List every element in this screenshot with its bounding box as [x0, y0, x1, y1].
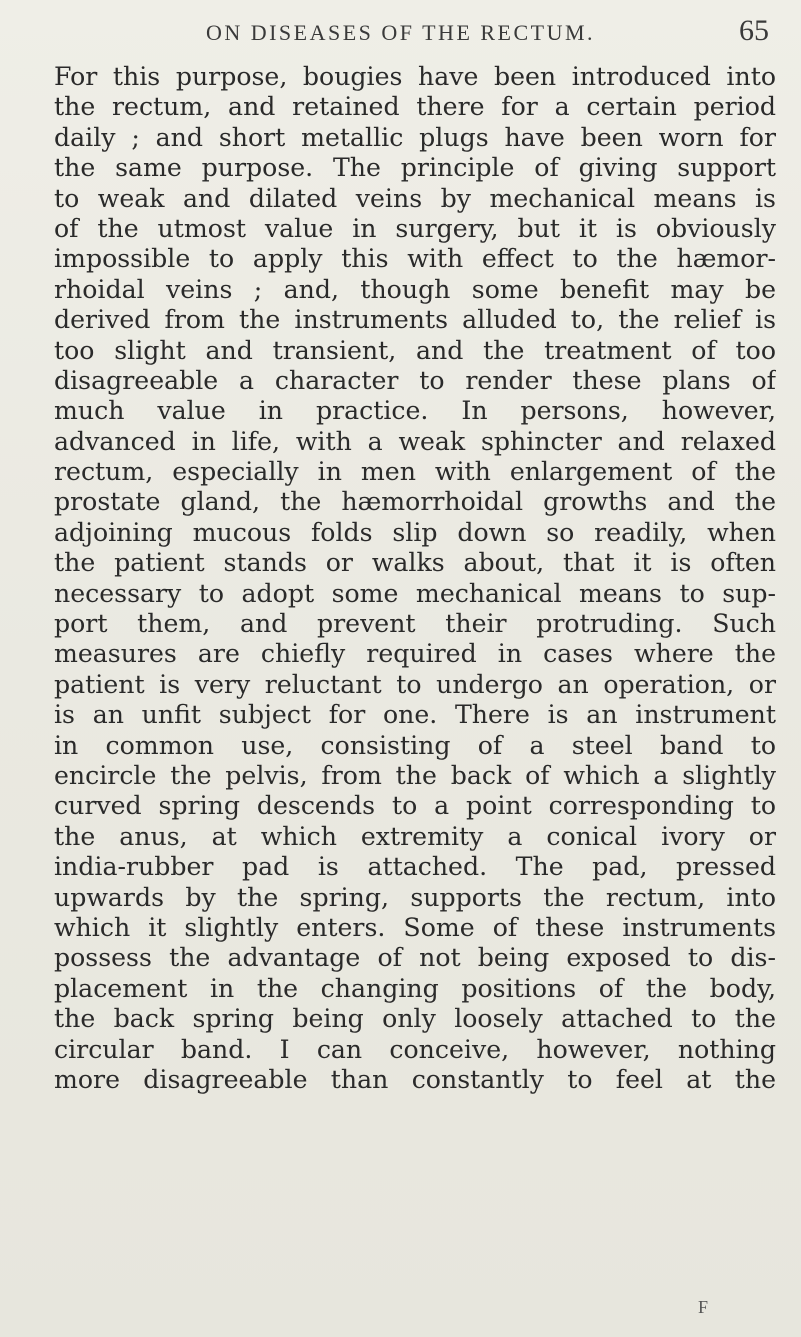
page-number: 65 — [739, 14, 769, 47]
text-line: the patient stands or walks about, that it is often — [54, 548, 776, 578]
text-line: measures are chiefly required in cases where the — [54, 639, 776, 669]
text-line: encircle the pelvis, from the back of which a slightly — [54, 760, 776, 790]
body-text — [54, 62, 776, 1095]
text-line: upwards by the spring, supports the rectum, into — [54, 882, 776, 912]
text-line: placement in the changing positions of the body, — [54, 973, 776, 1003]
text-line: too slight and transient, and the treatment of too — [54, 335, 776, 365]
text-line: more disagreeable than constantly to feel at the — [54, 1064, 776, 1094]
text-line: patient is very reluctant to undergo an operation, or — [54, 669, 776, 699]
text-line: port them, and prevent their protruding. Such — [54, 609, 776, 639]
text-line: of the utmost value in surgery, but it is obviously — [54, 213, 776, 243]
text-line: rhoidal veins ; and, though some benefit may be — [54, 274, 776, 304]
signature-mark: F — [698, 1297, 709, 1317]
text-line: to weak and dilated veins by mechanical means is — [54, 183, 776, 213]
running-head — [0, 14, 801, 54]
text-line: necessary to adopt some mechanical means to sup- — [54, 578, 776, 608]
text-line: For this purpose, bougies have been introduced into — [54, 62, 776, 91]
text-line: the back spring being only loosely attached to the — [54, 1004, 776, 1034]
text-line: adjoining mucous folds slip down so readily, when — [54, 517, 776, 547]
text-line: much value in practice. In persons, however, — [54, 396, 776, 426]
text-line: circular band. I can conceive, however, nothing — [54, 1034, 776, 1064]
text-line: daily ; and short metallic plugs have been worn for — [54, 122, 776, 152]
text-line: prostate gland, the hæmorrhoidal growths and the — [54, 487, 776, 517]
text-line: possess the advantage of not being exposed to dis- — [54, 943, 776, 973]
text-line: advanced in life, with a weak sphincter and relaxed — [54, 426, 776, 456]
text-line: impossible to apply this with effect to the hæmor- — [54, 244, 776, 274]
text-line: in common use, consisting of a steel band to — [54, 730, 776, 760]
text-line: is an unfit subject for one. There is an instrument — [54, 700, 776, 730]
text-line: india-rubber pad is attached. The pad, pressed — [54, 852, 776, 882]
text-line: rectum, especially in men with enlargement of the — [54, 457, 776, 487]
text-line: curved spring descends to a point corresponding to — [54, 791, 776, 821]
running-title: ON DISEASES OF THE RECTUM. — [205, 20, 596, 45]
text-line: the anus, at which extremity a conical ivory or — [54, 821, 776, 851]
text-line: the same purpose. The principle of giving support — [54, 153, 776, 183]
text-line: disagreeable a character to render these plans of — [54, 365, 776, 395]
text-line: the rectum, and retained there for a certain period — [54, 92, 776, 122]
text-line: which it slightly enters. Some of these instruments — [54, 912, 776, 942]
text-line: derived from the instruments alluded to, the relief is — [54, 305, 776, 335]
